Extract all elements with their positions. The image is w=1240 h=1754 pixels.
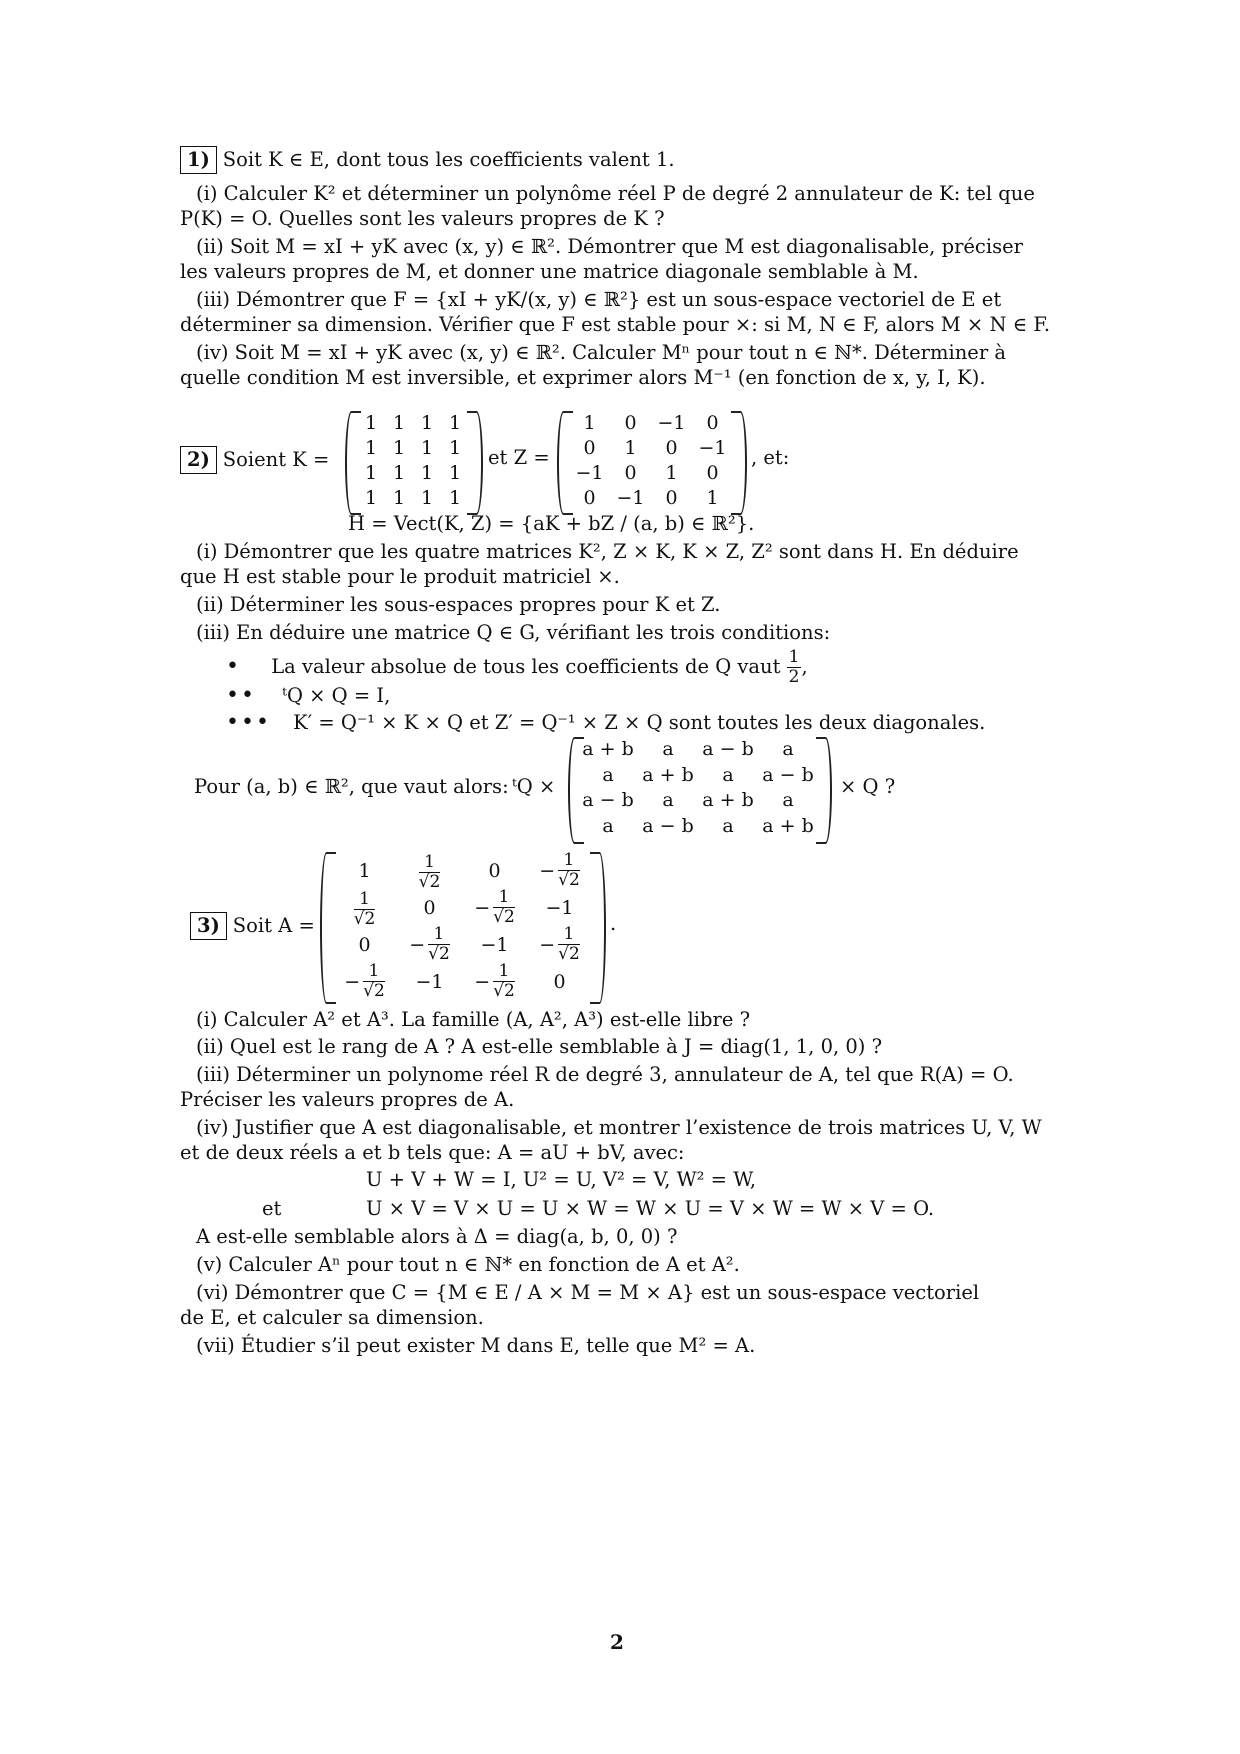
matrix-k-cell: 1 <box>364 412 378 434</box>
matrix-z-cell: 1 <box>624 437 637 459</box>
matrix-a-cell: $\frac{1}{√2}$ <box>418 851 441 892</box>
matrix-k-cell: 1 <box>420 487 434 509</box>
s3-vi-line1: (vi) Démontrer que C = {M ∈ E / A × M = M × A} est un sous-espace vectoriel <box>196 1281 980 1304</box>
matrix-k-cell: 1 <box>448 412 462 434</box>
matrix-ab-cell: a <box>602 814 614 837</box>
matrix-ab-cell: a + b <box>642 763 694 786</box>
matrix-z-cell: 1 <box>665 462 678 484</box>
page-number: 2 <box>610 1630 624 1654</box>
section-1-intro: 1) Soit K ∈ E, dont tous les coefficients valent 1. <box>180 146 940 174</box>
s3-iv-line1: (iv) Justifier que A est diagonalisable, et montrer l’existence de trois matrices U, V, W <box>196 1116 1042 1139</box>
matrix-z-cell: 1 <box>706 487 719 509</box>
matrix-a-cell: 1 <box>358 859 371 882</box>
matrix-ab-cell: a + b <box>762 814 814 837</box>
s2-iii: (iii) En déduire une matrice Q ∈ G, vérifiant les trois conditions: <box>196 621 831 644</box>
matrix-k-cell: 1 <box>392 412 406 434</box>
s3-iv-line2: et de deux réels a et b tels que: A = aU + bV, avec: <box>180 1141 685 1164</box>
condition-2: •• ᵗQ × Q = I, <box>226 683 391 708</box>
matrix-z-cell: −1 <box>657 412 686 434</box>
matrix-m-right-paren <box>816 737 832 844</box>
s3-ii: (ii) Quel est le rang de A ? A est-elle semblable à J = diag(1, 1, 0, 0) ? <box>196 1035 883 1058</box>
matrix-ab-cell: a − b <box>762 763 814 786</box>
matrix-ab-cell: a <box>662 789 674 811</box>
matrix-ab <box>578 737 818 840</box>
s2-i-line1: (i) Démontrer que les quatre matrices K², Z × K, K × Z, Z² sont dans H. En déduire <box>196 540 1019 563</box>
s1-i-line2: P(K) = O. Quelles sont les valeurs propres de K ? <box>180 207 665 230</box>
matrix-k-cell: 1 <box>448 462 462 484</box>
matrix-a-cell: 0 <box>488 859 501 882</box>
bullet-2: •• <box>226 683 256 708</box>
condition-1: • La valeur absolue de tous les coefficients de Q vaut $\frac{1}{2}$ , <box>226 647 808 687</box>
s1-ii-line1: (ii) Soit M = xI + yK avec (x, y) ∈ ℝ². Démontrer que M est diagonalisable, préciser <box>196 235 1023 258</box>
condition-3: ••• K′ = Q⁻¹ × K × Q et Z′ = Q⁻¹ × Z × Q sont toutes les deux diagonales. <box>226 710 986 735</box>
matrix-a-cell: −1 <box>480 933 509 956</box>
matrix-k-cell: 1 <box>392 462 406 484</box>
matrix-z-cell: 0 <box>665 487 678 509</box>
matrix-a-cell: − $\frac{1}{√2}$ <box>474 961 515 1001</box>
matrix-k-cell: 1 <box>448 487 462 509</box>
matrix-ab-cell: a − b <box>582 789 634 811</box>
matrix-ab-cell: a <box>662 738 674 760</box>
matrix-a-right-paren <box>590 852 606 1004</box>
matrix-z-cell: 0 <box>624 462 637 484</box>
h-definition: H = Vect(K, Z) = {aK + bZ / (a, b) ∈ ℝ²}. <box>348 512 755 535</box>
matrix-ab-cell: a <box>602 763 614 786</box>
fraction-one-half: $\frac{1}{2}$ <box>788 647 800 687</box>
matrix-k-cell: 1 <box>364 462 378 484</box>
matrix-ab-cell: a <box>722 814 734 837</box>
s3-et: et <box>262 1197 282 1220</box>
matrix-k-cell: 1 <box>420 412 434 434</box>
section-3-label: 3) Soit A = <box>190 912 315 940</box>
matrix-a-cell: − $\frac{1}{√2}$ <box>539 850 580 890</box>
matrix-ab-cell: a + b <box>582 738 634 760</box>
s2-i-line2: que H est stable pour le produit matriciel ×. <box>180 565 620 588</box>
matrix-k <box>357 411 469 511</box>
et-colon: , et: <box>751 446 790 469</box>
matrix-k-cell: 1 <box>364 437 378 459</box>
s1-iv-line1: (iv) Soit M = xI + yK avec (x, y) ∈ ℝ². Calculer Mⁿ pour tout n ∈ ℕ*. Déterminer à <box>196 341 1006 364</box>
matrix-k-cell: 1 <box>364 487 378 509</box>
s3-vi-line2: de E, et calculer sa dimension. <box>180 1306 484 1329</box>
s3-equation-1: U + V + W = I, U² = U, V² = V, W² = W, <box>366 1168 757 1191</box>
times-q-label: × Q ? <box>840 775 896 798</box>
matrix-z-cell: 0 <box>706 462 719 484</box>
matrix-a-cell: − $\frac{1}{√2}$ <box>409 924 450 964</box>
matrix-k-cell: 1 <box>392 487 406 509</box>
matrix-k-cell: 1 <box>392 437 406 459</box>
matrix-k-cell: 1 <box>448 437 462 459</box>
s3-semblable: A est-elle semblable alors à Δ = diag(a, b, 0, 0) ? <box>196 1225 678 1248</box>
matrix-a-cell: 0 <box>553 970 566 993</box>
pour-ab-label: Pour (a, b) ∈ ℝ², que vaut alors: <box>194 775 509 798</box>
matrix-ab-cell: a + b <box>702 789 754 811</box>
section-1-number: 1) <box>180 146 217 174</box>
matrix-z-cell: 0 <box>706 412 719 434</box>
matrix-a-cell: $\frac{1}{√2}$ <box>353 888 376 929</box>
matrix-z <box>569 411 733 511</box>
matrix-z-cell: 0 <box>583 487 596 509</box>
s3-i: (i) Calculer A² et A³. La famille (A, A², A³) est-elle libre ? <box>196 1008 751 1031</box>
matrix-z-right-paren <box>731 411 747 515</box>
matrix-k-cell: 1 <box>420 437 434 459</box>
matrix-a-cell: −1 <box>545 896 574 919</box>
matrix-z-cell: 0 <box>665 437 678 459</box>
s1-i-line1: (i) Calculer K² et déterminer un polynôme réel P de degré 2 annulateur de K: tel que <box>196 182 1035 205</box>
matrix-a-cell: − $\frac{1}{√2}$ <box>474 887 515 927</box>
matrix-ab-cell: a − b <box>642 814 694 837</box>
s3-equation-2: U × V = V × U = U × W = W × U = V × W = W × V = O. <box>366 1197 935 1220</box>
matrix-z-cell: −1 <box>575 462 604 484</box>
section-3-number: 3) <box>190 912 227 940</box>
matrix-a-cell: 0 <box>358 933 371 956</box>
s2-ii: (ii) Déterminer les sous-espaces propres pour K et Z. <box>196 593 721 616</box>
s3-iii-line1: (iii) Déterminer un polynome réel R de degré 3, annulateur de A, tel que R(A) = O. <box>196 1063 1014 1086</box>
matrix-a-period: . <box>610 912 617 935</box>
matrix-k-cell: 1 <box>420 462 434 484</box>
s1-iii-line2: déterminer sa dimension. Vérifier que F est stable pour ×: si M, N ∈ F, alors M × N ∈ F. <box>180 313 1051 336</box>
matrix-ab-cell: a <box>782 738 794 760</box>
s1-iii-line1: (iii) Démontrer que F = {xI + yK/(x, y) ∈ ℝ²} est un sous-espace vectoriel de E et <box>196 288 1002 311</box>
matrix-k-right-paren <box>467 411 483 515</box>
matrix-a-cell: − $\frac{1}{√2}$ <box>539 924 580 964</box>
bullet-3: ••• <box>226 710 271 735</box>
s1-ii-line2: les valeurs propres de M, et donner une matrice diagonale semblable à M. <box>180 260 919 283</box>
matrix-a-cell: − $\frac{1}{√2}$ <box>344 961 385 1001</box>
matrix-z-cell: 0 <box>583 437 596 459</box>
matrix-z-cell: 1 <box>583 412 596 434</box>
matrix-a <box>332 852 592 1000</box>
bullet-1: • <box>226 654 241 679</box>
s3-iii-line2: Préciser les valeurs propres de A. <box>180 1088 515 1111</box>
s1-iv-line2: quelle condition M est inversible, et exprimer alors M⁻¹ (en fonction de x, y, I, K). <box>180 366 986 389</box>
matrix-z-cell: −1 <box>616 487 645 509</box>
tq-label: ᵗQ × <box>512 775 556 798</box>
matrix-z-cell: −1 <box>698 437 727 459</box>
s3-vii: (vii) Étudier s’il peut exister M dans E, telle que M² = A. <box>196 1334 756 1357</box>
matrix-a-cell: 0 <box>423 896 436 919</box>
matrix-ab-cell: a <box>722 763 734 786</box>
matrix-a-cell: −1 <box>415 970 444 993</box>
s3-v: (v) Calculer Aⁿ pour tout n ∈ ℕ* en fonction de A et A². <box>196 1253 740 1276</box>
matrix-z-cell: 0 <box>624 412 637 434</box>
section-2-number: 2) <box>180 446 217 474</box>
matrix-ab-cell: a <box>782 789 794 811</box>
matrix-ab-cell: a − b <box>702 738 754 760</box>
section-2-label: 2) Soient K = <box>180 446 329 474</box>
et-z-label: et Z = <box>488 446 550 469</box>
